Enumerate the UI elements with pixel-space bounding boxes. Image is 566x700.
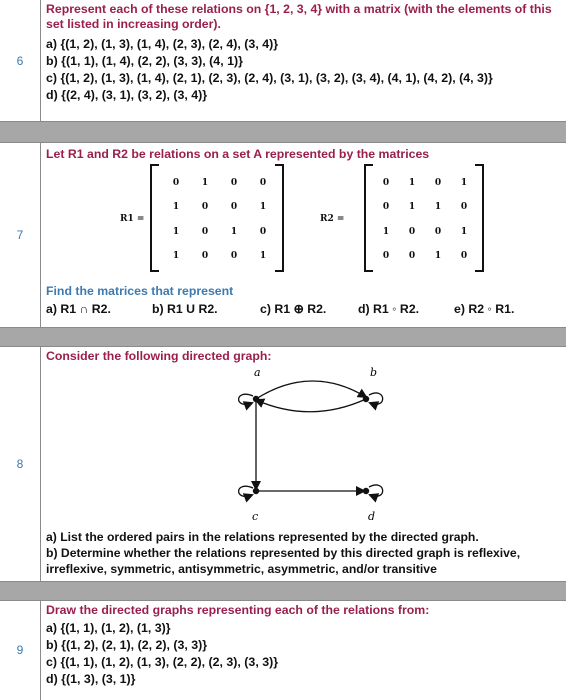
part-e: e) R2 ◦ R1. [454,302,515,316]
matrix-cell: 1 [382,227,390,237]
matrix-cell: 0 [230,202,238,212]
matrix-cell: 0 [434,227,442,237]
matrix-cell: 1 [460,178,468,188]
matrix-cell: 0 [230,251,238,261]
matrix-cell: 0 [259,227,267,237]
matrix-cell: 0 [460,202,468,212]
matrix-cell: 1 [259,251,267,261]
question-number: 7 [0,142,41,327]
vertex-b [363,396,369,402]
directed-graph [226,364,426,522]
matrix-cell: 1 [259,202,267,212]
question-part-b: b) Determine whether the relations represented by this directed graph is reflexive, irreflexive, symmetric, antisymmetric, asymmetric, and/or transitive [46,546,521,576]
vertex-label-d: d [368,510,376,522]
matrix-cell: 0 [259,178,267,188]
loop-a [239,394,253,404]
question-6-row [0,0,566,122]
vertex-label-c: c [252,510,259,522]
matrix-cell: 1 [434,251,442,261]
matrix-cell: 0 [201,202,209,212]
matrix-r2-label: R2 = [320,214,345,224]
list-item: d) {(1, 3), (3, 1)} [46,672,136,686]
right-bracket [275,164,284,272]
matrix-cell: 0 [408,251,416,261]
right-bracket [475,164,484,272]
matrix-cell: 0 [230,178,238,188]
part-d: d) R1 ◦ R2. [358,302,420,316]
separator-bar [0,122,566,143]
matrix-cell: 0 [460,251,468,261]
list-item: d) {(2, 4), (3, 1), (3, 2), (3, 4)} [46,88,208,102]
matrix-cell: 0 [382,178,390,188]
question-part-a: a) List the ordered pairs in the relations represented by the directed graph. [46,530,479,544]
question-prompt: Consider the following directed graph: [46,349,272,363]
part-c: c) R1 ⊕ R2. [260,302,327,316]
question-prompt: Represent each of these relations on {1, 2, 3, 4} with a matrix (with the elements of this set listed in increasing order). [46,2,552,31]
matrix-cell: 1 [460,227,468,237]
part-a: a) R1 ∩ R2. [46,302,111,316]
question-number: 9 [0,600,41,700]
part-b: b) R1 U R2. [152,302,218,316]
matrix-r1 [150,164,284,272]
matrix-cell: 1 [172,202,180,212]
question-8-row [0,346,566,582]
edge-b-to-a [256,399,366,412]
vertex-a [253,396,259,402]
left-bracket [150,164,159,272]
matrix-r2 [364,164,484,272]
separator-bar [0,328,566,347]
vertex-label-b: b [370,366,378,379]
matrix-cell: 1 [230,227,238,237]
matrix-cell: 1 [172,227,180,237]
matrix-r1-label: R1 = [120,214,145,224]
list-item: b) {(1, 1), (1, 4), (2, 2), (3, 3), (4, 1)} [46,54,243,68]
loop-d [369,485,383,496]
list-item: a) {(1, 2), (1, 3), (1, 4), (2, 3), (2, 4), (3, 4)} [46,37,279,51]
matrix-cell: 0 [382,202,390,212]
edge-a-to-b [256,381,366,399]
question-number: 8 [0,346,41,581]
matrix-cell: 1 [408,202,416,212]
find-instruction: Find the matrices that represent [46,284,234,298]
left-bracket [364,164,373,272]
list-item: c) {(1, 2), (1, 3), (1, 4), (2, 1), (2, 3), (2, 4), (3, 1), (3, 2), (3, 4), (4, 1), (4, 2), (4, 3)} [46,71,493,85]
matrix-cell: 1 [201,178,209,188]
vertex-c [253,488,259,494]
question-7-row [0,142,566,328]
matrix-cell: 1 [172,251,180,261]
matrix-cell: 0 [172,178,180,188]
question-prompt: Draw the directed graphs representing each of the relations from: [46,603,430,617]
question-prompt: Let R1 and R2 be relations on a set A represented by the matrices [46,147,430,161]
matrix-cell: 0 [408,227,416,237]
matrix-cell: 0 [382,251,390,261]
vertex-label-a: a [254,366,261,379]
matrix-cell: 1 [434,202,442,212]
list-item: a) {(1, 1), (1, 2), (1, 3)} [46,621,171,635]
separator-bar [0,582,566,601]
vertex-d [363,488,369,494]
question-number: 6 [0,0,41,121]
matrix-cell: 0 [201,251,209,261]
list-item: c) {(1, 1), (1, 2), (1, 3), (2, 2), (2, 3), (3, 3)} [46,655,279,669]
question-9-row [0,600,566,700]
matrix-cell: 0 [434,178,442,188]
loop-c [239,486,253,496]
loop-b [369,393,383,404]
matrix-cell: 0 [201,227,209,237]
list-item: b) {(1, 2), (2, 1), (2, 2), (3, 3)} [46,638,208,652]
matrix-cell: 1 [408,178,416,188]
